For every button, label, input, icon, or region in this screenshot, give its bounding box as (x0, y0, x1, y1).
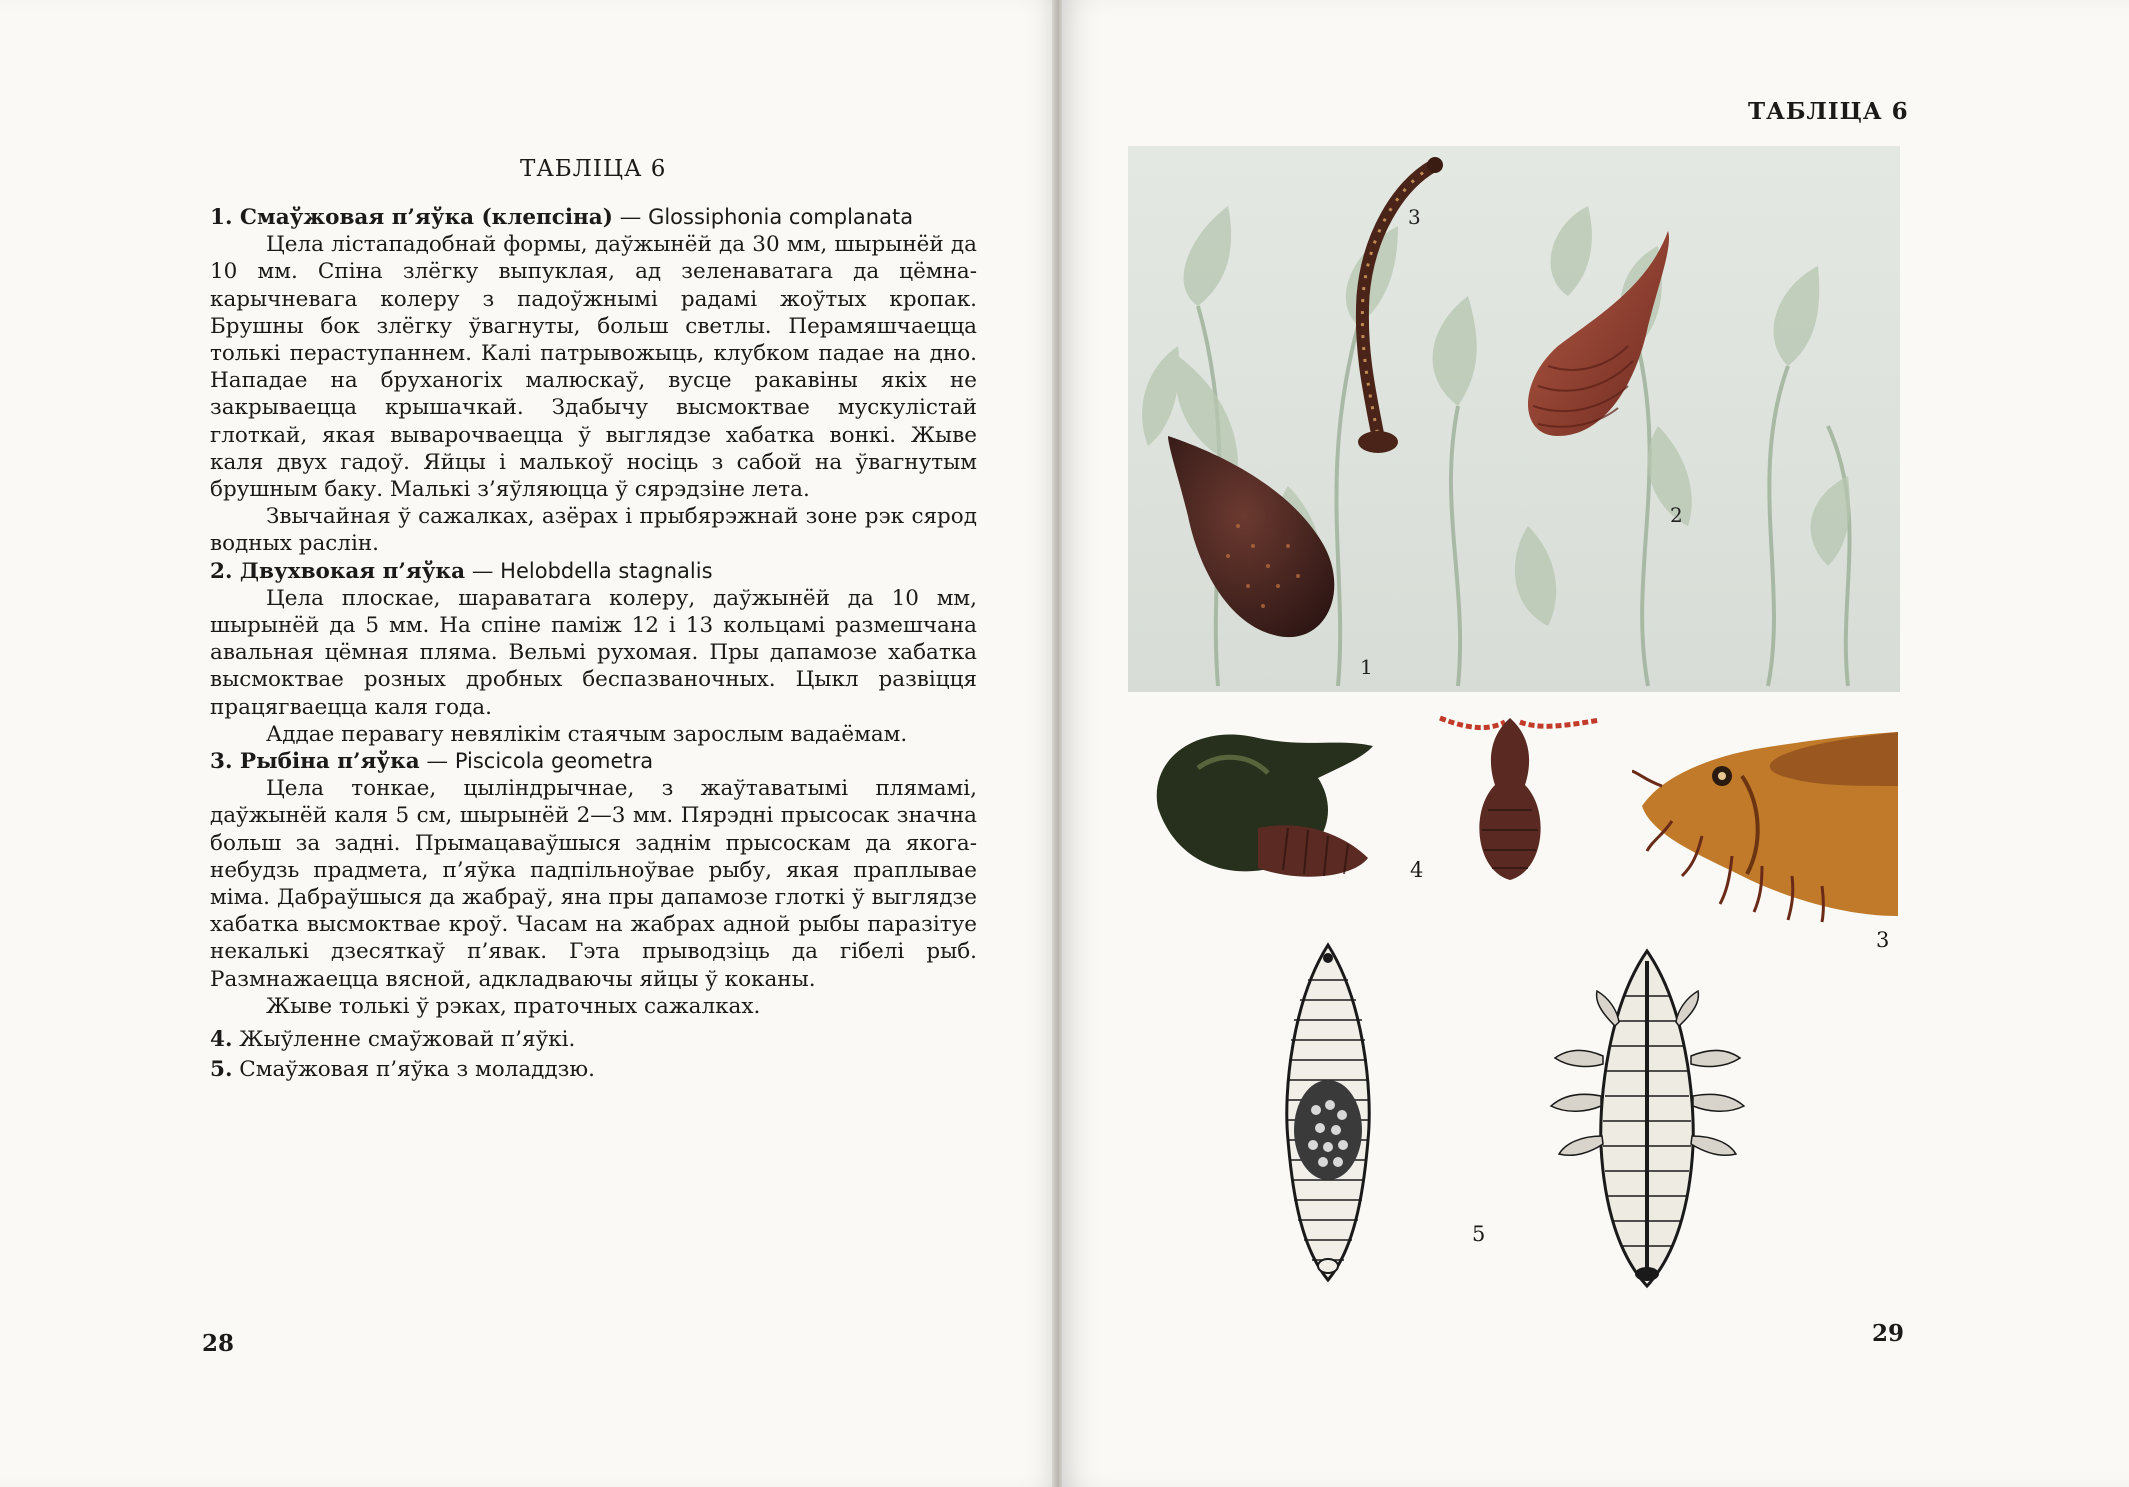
species-2-name: 2. Двухвокая п’яўка (210, 558, 465, 584)
plate-label-3: 3 (1408, 205, 1421, 229)
dash: — (612, 205, 649, 230)
plate-label-1: 1 (1360, 655, 1373, 679)
figure-label-5: 5 (1472, 1222, 1486, 1246)
item-5-number: 5. (210, 1057, 233, 1083)
species-2-description: Цела плоскае, шараватага колеру, даўжынёй да 10 мм, шырынёй да 5 мм. На спіне паміж 12 і 13 кольцамі размешчана авальная цёмная пляма. Вельмі рухомая. Пры дапамозе хабатка высмоктвае розных дробных беспазваночных. Цыкл развіцця працягваецца каля года. (210, 585, 977, 720)
plate-label-2: 2 (1670, 503, 1683, 527)
helobdella-figure (1430, 700, 1610, 890)
fish-with-leeches-figure (1632, 726, 1898, 926)
species-descriptions (210, 204, 977, 1084)
item-5-text: Смаўжовая п’яўка з моладдзю. (239, 1057, 595, 1083)
figure-label-3-fish: 3 (1876, 928, 1890, 952)
dash: — (465, 558, 501, 584)
item-4-number: 4. (210, 1027, 233, 1053)
species-1-habitat: Звычайная ў сажалках, азёрах і прыбярэжнай зоне рэк сярод водных раслін. (210, 504, 977, 557)
leech-with-eggs-engraving (1278, 940, 1378, 1285)
left-table-title: ТАБЛІЦА 6 (520, 156, 667, 182)
item-4-text: Жыўленне смаўжовай п’яўкі. (239, 1027, 576, 1053)
right-page-number: 29 (1872, 1320, 1905, 1347)
species-3-habitat: Жыве толькі ў рэках, праточных сажалках. (266, 993, 761, 1019)
figure-label-4: 4 (1410, 858, 1424, 882)
species-3-heading (210, 748, 977, 775)
species-2-habitat: Аддае перавагу невялікім стаячым зарослым вадаёмам. (266, 721, 908, 747)
species-2-heading (210, 558, 977, 585)
dash: — (419, 749, 455, 775)
right-table-title: ТАБЛІЦА 6 (1748, 98, 1909, 125)
left-page (0, 0, 1055, 1487)
leech-with-young-engraving (1545, 946, 1750, 1291)
item-5 (210, 1056, 977, 1083)
species-1-heading (210, 204, 977, 231)
left-page-number: 28 (202, 1330, 235, 1357)
species-2-latin: Helobdella stagnalis (500, 558, 713, 583)
item-4 (210, 1026, 977, 1053)
species-1-name: 1. Смаўжовая п’яўка (клепсіна) (210, 205, 613, 230)
species-3-description: Цела тонкае, цыліндрычнае, з жаўтаватымі плямамі, даўжынёй каля 5 см, шырынёй 2—3 мм. Пярэдні прысосак значна больш за задні. Прымацаваўшыся заднім прысоскам да якога-небудзь прадмета, п’яўка падпільноўвае рыбу, якая праплывае міма. Дабраўшыся да жабраў, яна пры дапамозе глоткі ў выглядзе хабатка высмоктвае кроў. Часам на жабрах адной рыбы паразітуе некалькі дзесяткаў п’явак. Гэта прыводзіць да гібелі рыб. Размнажаецца вясной, адкладваючы яйцы ў коканы. (210, 776, 977, 992)
species-3-latin: Piscicola geometra (454, 749, 654, 774)
snail-feeding-figure (1138, 698, 1398, 898)
species-3-name: 3. Рыбіна п’яўка (210, 749, 420, 775)
species-1-description: Цела лістападобнай формы, даўжынёй да 30 мм, шырынёй да 10 мм. Спіна злёгку выпуклая, ад зеленаватага да цёмна-карычневага колеру з падоўжнымі радамі жоўтых кропак. Брушны бок злёгку ўвагнуты, больш светлы. Перамяшчаецца толькі пераступаннем. Калі патрывожыць, клубком падае на дно. Нападае на бруханогіх малюскаў, вусце ракавіны якіх не закрываецца крышачкай. Здабычу высмоктвае мускулістай глоткай, якая выварочваецца ў выглядзе хабатка вонкі. Жыве каля двух гадоў. Яйцы і малькоў носіць з сабой на ўвагнутым брушным баку. Малькі з’яўляюцца ў сярэдзіне лета. (210, 232, 977, 503)
species-1-latin: Glossiphonia complanata (648, 205, 914, 229)
leech-habitat-plate (1128, 146, 1900, 692)
